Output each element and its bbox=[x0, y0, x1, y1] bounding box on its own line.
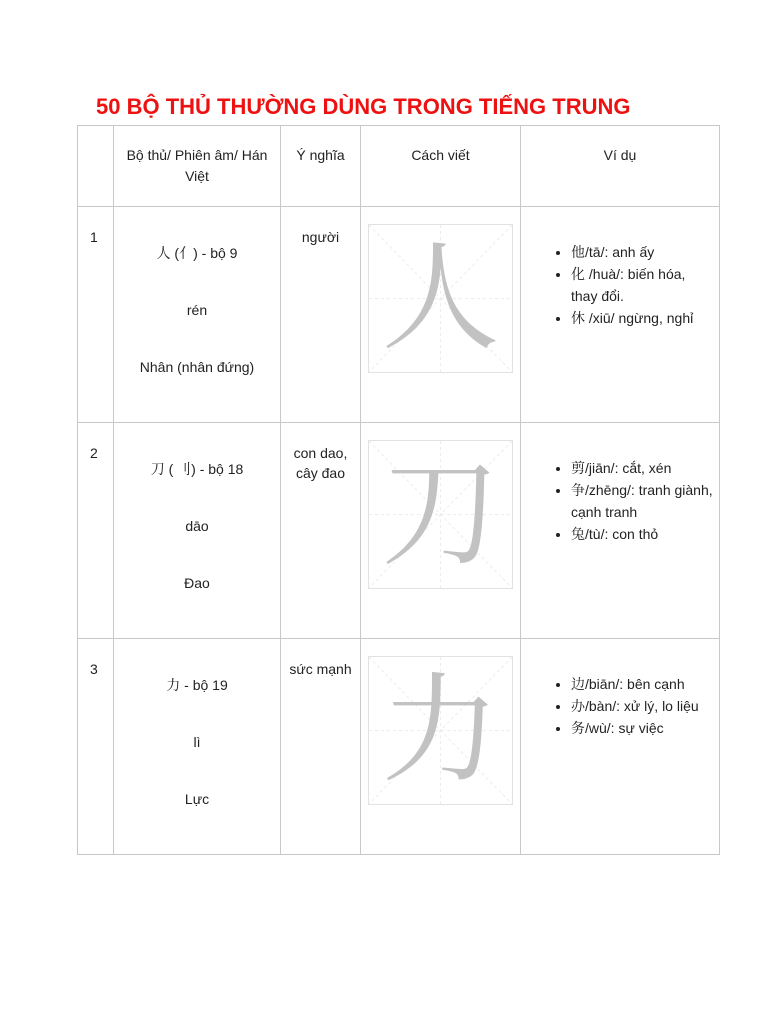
radical-cell bbox=[114, 639, 281, 855]
radical-meaning: người bbox=[301, 229, 340, 245]
example-item: • 边/biān/: bên cạnh bbox=[571, 673, 713, 695]
table-row bbox=[78, 207, 720, 423]
row-number: 2 bbox=[90, 445, 98, 461]
header-cell-writing bbox=[361, 126, 521, 207]
radical-character: 人 bbox=[381, 229, 500, 367]
examples-cell bbox=[521, 207, 720, 423]
example-item: • 兔/tù/: con thỏ bbox=[571, 523, 713, 545]
writing-cell bbox=[361, 639, 521, 855]
radical-hanviet: Lực bbox=[184, 791, 210, 807]
radical-meaning: con dao, cây đao bbox=[293, 445, 348, 481]
header-cell-examples bbox=[521, 126, 720, 207]
stroke-diagram bbox=[368, 656, 513, 805]
example-item: • 办/bàn/: xử lý, lo liệu bbox=[571, 695, 713, 717]
table-header-row bbox=[78, 126, 720, 207]
header-writing-label: Cách viết bbox=[411, 147, 470, 163]
example-item: • 剪/jiān/: cắt, xén bbox=[571, 457, 713, 479]
examples-cell bbox=[521, 423, 720, 639]
example-item: • 务/wù/: sự việc bbox=[571, 717, 713, 739]
meaning-cell bbox=[281, 207, 361, 423]
examples-list bbox=[521, 207, 719, 329]
example-item: • 休 /xiū/ ngừng, nghỉ bbox=[571, 307, 713, 329]
radical-hanviet: Nhân (nhân đứng) bbox=[139, 359, 255, 375]
examples-list bbox=[521, 639, 719, 739]
page-title: 50 BỘ THỦ THƯỜNG DÙNG TRONG TIẾNG TRUNG bbox=[96, 94, 631, 119]
radical-name: 刀 ( 刂) - bộ 18 bbox=[150, 461, 244, 477]
stroke-diagram bbox=[368, 440, 513, 589]
row-number: 1 bbox=[90, 229, 98, 245]
header-examples-label: Ví dụ bbox=[603, 147, 637, 163]
example-item: • 化 /huà/: biến hóa, thay đổi. bbox=[571, 263, 713, 307]
header-cell-number bbox=[78, 126, 114, 207]
header-meaning-label: Ý nghĩa bbox=[296, 147, 345, 163]
meaning-cell bbox=[281, 639, 361, 855]
row-number-cell bbox=[78, 639, 114, 855]
row-number-cell bbox=[78, 207, 114, 423]
stroke-diagram bbox=[368, 224, 513, 373]
example-item: • 他/tā/: anh ấy bbox=[571, 241, 713, 263]
header-cell-radical bbox=[114, 126, 281, 207]
row-number-cell bbox=[78, 423, 114, 639]
radical-name: 力 - bộ 19 bbox=[166, 677, 228, 693]
writing-cell bbox=[361, 423, 521, 639]
radical-pinyin: lì bbox=[193, 734, 201, 750]
radical-meaning: sức mạnh bbox=[289, 661, 352, 677]
radical-pinyin: rén bbox=[186, 302, 208, 318]
writing-cell bbox=[361, 207, 521, 423]
header-radical-label: Bộ thủ/ Phiên âm/ Hán Việt bbox=[126, 147, 268, 184]
row-number: 3 bbox=[90, 661, 98, 677]
header-cell-meaning bbox=[281, 126, 361, 207]
radical-pinyin: dāo bbox=[185, 518, 209, 534]
examples-cell bbox=[521, 639, 720, 855]
radical-hanviet: Đao bbox=[184, 575, 210, 591]
radical-cell bbox=[114, 207, 281, 423]
radical-name: 人 (亻) - bộ 9 bbox=[156, 245, 238, 261]
radical-character: 刀 bbox=[381, 445, 500, 583]
examples-list bbox=[521, 423, 719, 545]
radical-cell bbox=[114, 423, 281, 639]
example-item: • 争/zhēng/: tranh giành, cạnh tranh bbox=[571, 479, 713, 523]
radicals-table bbox=[77, 125, 720, 855]
radical-character: 力 bbox=[381, 661, 500, 799]
table-row bbox=[78, 423, 720, 639]
table-row bbox=[78, 639, 720, 855]
meaning-cell bbox=[281, 423, 361, 639]
